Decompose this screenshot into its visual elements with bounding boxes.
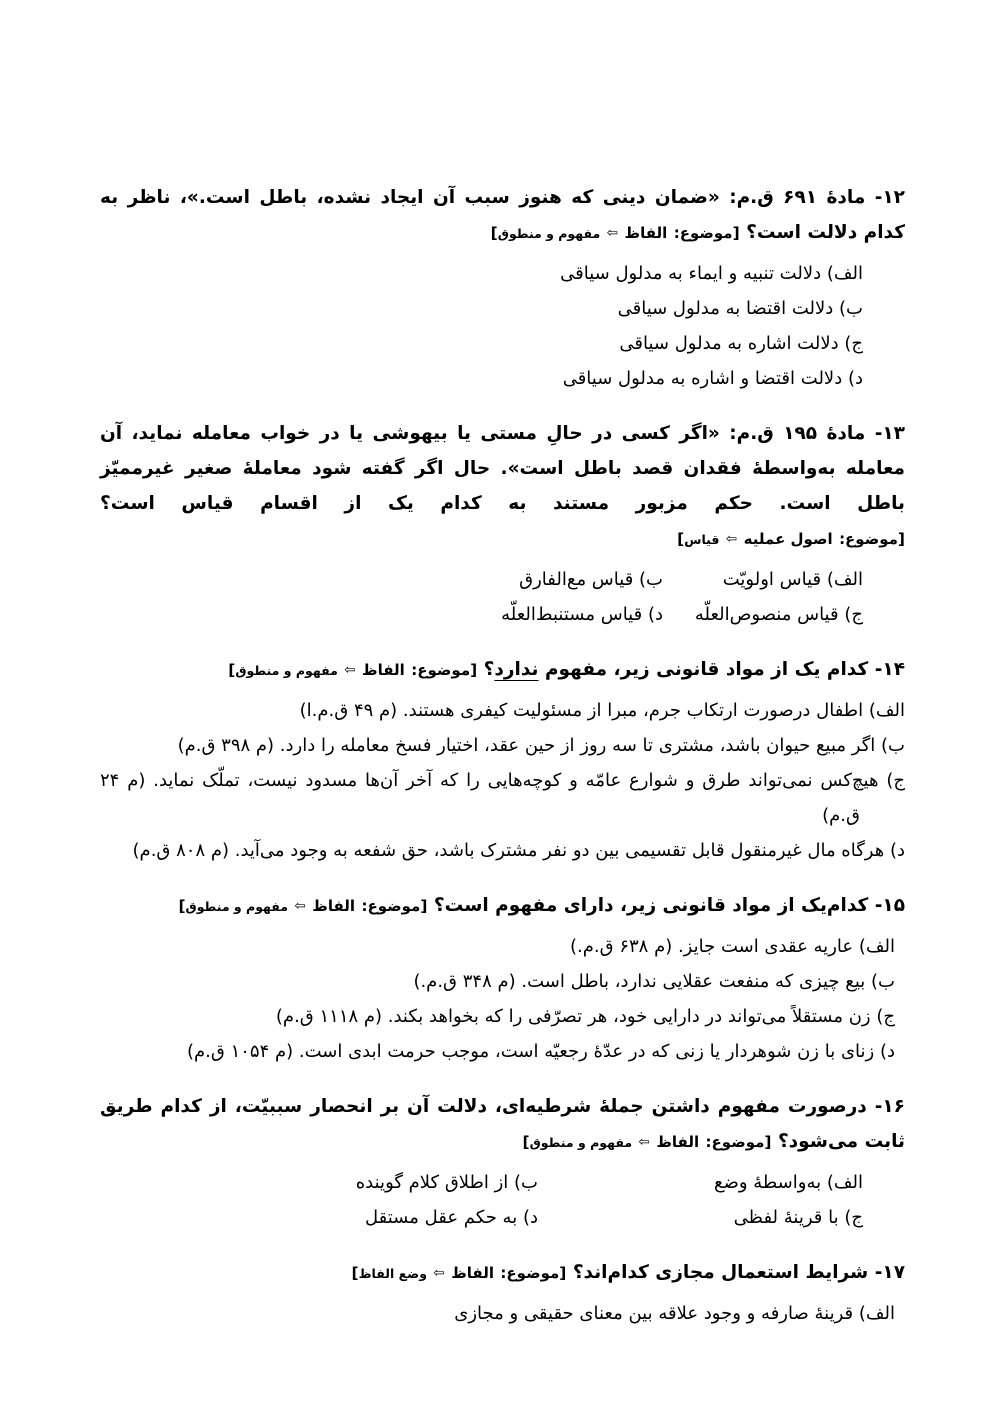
topic-tag [523, 1131, 772, 1152]
option [538, 1200, 863, 1235]
option [100, 562, 663, 597]
topic-sub: مفهوم و منطوق [185, 899, 289, 914]
topic-tag [228, 659, 477, 680]
option [100, 929, 895, 964]
option-label: الف) [858, 1303, 895, 1324]
option-label: ب) [514, 1172, 538, 1193]
question-body: مادهٔ ۶۹۱ ق.م: «ضمان دینی که هنوز سبب آن ایجاد نشده، باطل است.»، ناظر به کدام دلالت است؟ [100, 187, 905, 243]
topic-sub: قیاس [684, 532, 720, 547]
question-12 [100, 180, 905, 396]
option [100, 1296, 895, 1331]
option [100, 1200, 538, 1235]
bracket-close: ] [677, 530, 685, 548]
option-text: دلالت اقتضا به مدلول سیاقی [617, 298, 834, 319]
option [100, 728, 905, 763]
question-15-options [100, 929, 905, 1069]
question-number: ۱۶- [874, 1096, 905, 1117]
option-text: هیچ‌کس نمی‌تواند طرق و شوارع عامّه و کوچه‌هایی را که آخر آن‌ها مسدود نیست، تملّک نماید. (م ۲۴ ق.م) [100, 770, 879, 826]
option-label: ب) [871, 971, 895, 992]
option-label: الف) [826, 1172, 863, 1193]
option-label: ب) [881, 735, 905, 756]
option-text: قیاس اولویّت [722, 569, 822, 590]
left-arrow-icon: ⇦ [606, 225, 619, 241]
option-label: ج) [844, 333, 863, 354]
question-16-text [100, 1089, 905, 1161]
option-text: دلالت اقتضا و اشاره به مدلول سیاقی [562, 368, 843, 389]
question-15-text [100, 888, 905, 925]
bracket-open: [ [897, 530, 905, 548]
option-label: ب) [839, 298, 863, 319]
option-label: الف) [858, 936, 895, 957]
left-arrow-icon: ⇦ [294, 898, 306, 914]
option [100, 291, 863, 326]
option-label: ب) [639, 569, 663, 590]
option-text: قیاس منصوص‌العلّه [694, 604, 839, 625]
topic-label: موضوع: [411, 661, 471, 679]
option [663, 597, 863, 632]
topic-main: الفاظ [312, 897, 356, 915]
option [100, 1165, 538, 1200]
question-14-options [100, 693, 905, 868]
topic-sub: مفهوم و منطوق [235, 663, 338, 678]
left-arrow-icon: ⇦ [344, 662, 356, 678]
option [100, 597, 663, 632]
left-arrow-icon: ⇦ [725, 531, 738, 547]
bracket-open: [ [470, 661, 478, 679]
option-text: زن مستقلاً می‌تواند در دارایی خود، هر تصرّفی را که بخواهد بکند. (م ۱۱۱۸ ق.م) [275, 1006, 871, 1027]
option-text: عاریه عقدی است جایز. (م ۶۳۸ ق.م.) [570, 936, 854, 957]
question-17-options [100, 1296, 905, 1331]
topic-sub: مفهوم و منطوق [497, 226, 601, 241]
option [100, 1034, 895, 1069]
option-label: الف) [826, 569, 863, 590]
question-number: ۱۳- [874, 423, 905, 444]
option-label: الف) [826, 263, 863, 284]
bracket-open: [ [420, 897, 428, 915]
option-label: د) [647, 604, 663, 625]
option [100, 833, 905, 868]
option-text: بیع چیزی که منفعت عقلایی ندارد، باطل است. (م ۳۴۸ ق.م.) [413, 971, 866, 992]
question-body: مادهٔ ۱۹۵ ق.م: «اگر کسی در حالِ مستی یا بیهوشی یا در خواب معامله نماید، آن معامله به‌واسطهٔ فقدان قصد باطل است». حال اگر گفته شود معاملهٔ صغیر غیرممیّز باطل است. حکم مزبور مستند به کدام یک از اقسام قیاس است؟ [100, 423, 905, 514]
option [538, 1165, 863, 1200]
option [100, 763, 905, 833]
question-number: ۱۲- [874, 187, 905, 208]
topic-label: موضوع: [673, 224, 733, 242]
bracket-close: ] [490, 224, 498, 242]
topic-label: موضوع: [361, 897, 421, 915]
left-arrow-icon: ⇦ [433, 1265, 445, 1281]
question-body: درصورت مفهوم داشتن جملهٔ شرطیه‌ای، دلالت آن بر انحصار سببیّت، از کدام طریق ثابت می‌شود؟ [100, 1096, 905, 1152]
topic-sub: مفهوم و منطوق [529, 1135, 633, 1150]
question-14-text [100, 652, 905, 689]
topic-tag [178, 895, 427, 916]
option-label: د) [889, 840, 905, 861]
option [100, 256, 863, 291]
question-12-options [100, 256, 905, 396]
option-text: هرگاه مال غیرمنقول قابل تقسیمی بین دو نفر مشترک باشد، حق شفعه به وجود می‌آید. (م ۸۰۸ ق.م) [132, 840, 885, 861]
option-label: د) [847, 368, 863, 389]
question-body-end: ؟ [483, 659, 495, 680]
option-text: از اطلاق کلام گوینده [355, 1172, 509, 1193]
option [100, 361, 863, 396]
option-label: د) [879, 1041, 895, 1062]
topic-tag [491, 222, 740, 243]
left-arrow-icon: ⇦ [638, 1134, 650, 1150]
option-label: ج) [886, 770, 905, 791]
topic-tag [351, 1262, 566, 1283]
option [100, 693, 905, 728]
option-text: با قرینهٔ لفظی [733, 1207, 839, 1228]
topic-label: موضوع: [500, 1264, 560, 1282]
option-text: زنای با زن شوهردار یا زنی که در عدّهٔ رجعیّه است، موجب حرمت ابدی است. (م ۱۰۵۴ ق.م) [187, 1041, 875, 1062]
option-text: به‌واسطهٔ وضع [713, 1172, 822, 1193]
topic-label: موضوع: [839, 530, 898, 548]
question-17-text [100, 1255, 905, 1292]
bracket-open: [ [732, 224, 740, 242]
question-15 [100, 888, 905, 1069]
option-label: الف) [868, 700, 905, 721]
topic-main: الفاظ [624, 224, 668, 242]
bracket-close: ] [178, 897, 186, 915]
option-label: د) [522, 1207, 538, 1228]
topic-main: الفاظ [451, 1264, 494, 1282]
option-text: دلالت اشاره به مدلول سیاقی [619, 333, 839, 354]
topic-label: موضوع: [705, 1133, 765, 1151]
option-text: اطفال درصورت ارتکاب جرم، مبرا از مسئولیت کیفری هستند. (م ۴۹ ق.م.ا) [299, 700, 864, 721]
topic-main: الفاظ [656, 1133, 700, 1151]
question-13-options [100, 562, 905, 632]
topic-main: اصول عملیه [743, 530, 833, 548]
question-12-text [100, 180, 905, 252]
topic-sub: وضع الفاظ [358, 1266, 427, 1281]
topic-main: الفاظ [362, 661, 405, 679]
option-text: به حکم عقل مستقل [365, 1207, 518, 1228]
option-label: ج) [844, 1207, 863, 1228]
bracket-close: ] [228, 661, 236, 679]
option-text: قیاس مستنبط‌العلّه [501, 604, 643, 625]
bracket-open: [ [559, 1264, 567, 1282]
option [100, 964, 895, 999]
question-number: ۱۵- [874, 895, 905, 916]
option-text: اگر مبیع حیوان باشد، مشتری تا سه روز از حین عقد، اختیار فسخ معامله را دارد. (م ۳۹۸ ق.م) [177, 735, 876, 756]
option-text: دلالت تنبیه و ایماء به مدلول سیاقی [560, 263, 822, 284]
question-17 [100, 1255, 905, 1331]
option-label: ج) [876, 1006, 895, 1027]
option [663, 562, 863, 597]
question-number: ۱۷- [874, 1262, 905, 1283]
topic-tag [677, 528, 905, 549]
question-body: شرایط استعمال مجازی کدام‌اند؟ [572, 1262, 869, 1283]
bracket-close: ] [522, 1133, 530, 1151]
option [100, 999, 895, 1034]
question-number: ۱۴- [874, 659, 905, 680]
question-13 [100, 416, 905, 632]
question-14 [100, 652, 905, 868]
question-16 [100, 1089, 905, 1235]
option [100, 326, 863, 361]
option-label: ج) [844, 604, 863, 625]
bracket-close: ] [351, 1264, 359, 1282]
question-16-options [100, 1165, 905, 1235]
option-text: قیاس مع‌الفارق [519, 569, 634, 590]
underlined-word: ندارد [494, 659, 539, 680]
bracket-open: [ [764, 1133, 772, 1151]
question-body: کدام یک از مواد قانونی زیر، مفهوم [538, 659, 869, 680]
question-body: کدام‌یک از مواد قانونی زیر، دارای مفهوم است؟ [433, 895, 869, 916]
option-text: قرینهٔ صارفه و وجود علاقه بین معنای حقیقی و مجازی [454, 1303, 854, 1324]
question-13-text [100, 416, 905, 558]
